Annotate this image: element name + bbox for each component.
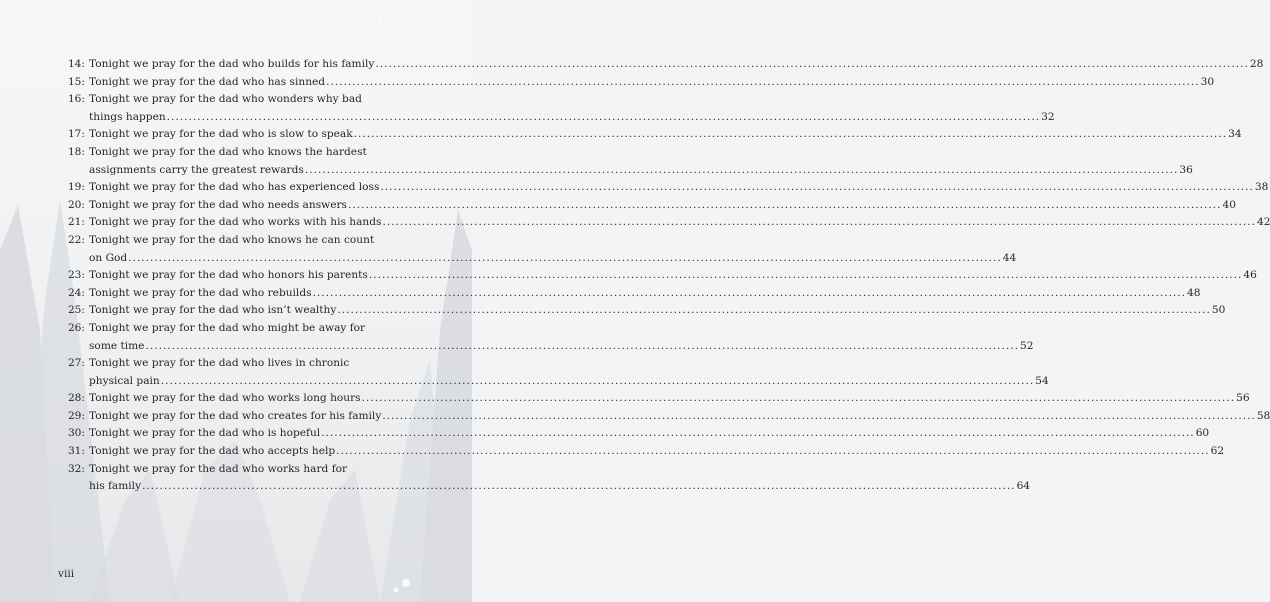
toc-entry-line	[89, 285, 1201, 303]
toc-entry-title: Tonight we pray for the dad who creates for his family	[89, 409, 382, 422]
toc-entry-page: 32	[1041, 110, 1055, 123]
toc-entry-number: 32:	[67, 462, 85, 475]
toc-entry-body	[89, 144, 1193, 179]
toc-entry-line	[89, 126, 1242, 144]
toc-entry-page: 54	[1035, 374, 1049, 387]
toc-entry-number: 21:	[67, 216, 85, 229]
dot-leader: ........................................................................................................................................................................................................	[375, 58, 1249, 70]
toc-entry[interactable]	[58, 179, 1269, 197]
toc-entry-page: 34	[1228, 128, 1242, 141]
toc-entry-line	[89, 250, 1017, 268]
toc-entry-page: 46	[1243, 269, 1257, 282]
toc-entry-body	[89, 126, 1242, 144]
toc-entry-title: things happen	[89, 110, 166, 123]
toc-entry-line	[89, 338, 1034, 356]
toc-entry-body	[89, 214, 1270, 232]
toc-entry-title: Tonight we pray for the dad who accepts help	[89, 445, 336, 458]
toc-entry[interactable]	[58, 267, 1257, 285]
toc-entry-body	[89, 232, 1017, 267]
toc-entry-line	[89, 74, 1215, 92]
toc-entry-title: Tonight we pray for the dad who wonders why bad	[89, 93, 362, 106]
toc-entry[interactable]	[58, 144, 1193, 179]
toc-entry-title: some time	[89, 339, 145, 352]
toc-entry-line	[89, 162, 1193, 180]
dot-leader: ........................................................................................................................................................................................................	[304, 163, 1179, 176]
toc-entry-line	[89, 408, 1270, 426]
toc-entry-body	[89, 390, 1250, 408]
toc-entry-page: 48	[1187, 286, 1201, 299]
toc-entry-body	[89, 267, 1257, 285]
toc-entry-page: 58	[1256, 409, 1270, 422]
toc-entry-body	[89, 74, 1215, 92]
toc-entry-line	[89, 390, 1250, 408]
toc-entry-title: Tonight we pray for the dad who works long hours	[89, 392, 361, 405]
toc-entry-line	[89, 478, 1031, 496]
toc-entry[interactable]	[58, 443, 1225, 461]
toc-entry-title: assignments carry the greatest rewards	[89, 163, 304, 176]
toc-entry-title: Tonight we pray for the dad who has experienced loss	[89, 181, 380, 194]
toc-entry[interactable]	[58, 126, 1242, 144]
toc-entry-page: 42	[1256, 216, 1270, 229]
toc-entry-number: 14:	[67, 58, 85, 70]
toc-entry[interactable]	[58, 461, 1031, 496]
toc-entry-number: 18:	[67, 145, 85, 158]
toc-entry-number: 19:	[67, 181, 85, 194]
dot-leader: ........................................................................................................................................................................................................	[321, 427, 1195, 440]
toc-entry-number: 25:	[67, 304, 85, 317]
dot-leader: ........................................................................................................................................................................................................	[347, 198, 1222, 211]
toc-entry-title: Tonight we pray for the dad who knows the hardest	[89, 145, 367, 158]
toc-entry-number: 26:	[67, 321, 85, 334]
toc-entry-number: 15:	[67, 75, 85, 88]
toc-entry-body	[89, 320, 1034, 355]
toc-entry-page: 60	[1195, 427, 1210, 440]
toc-entry-page: 28	[1249, 58, 1264, 70]
dot-leader: ........................................................................................................................................................................................................	[145, 339, 1019, 352]
toc-entry[interactable]	[58, 425, 1210, 443]
toc-entry-line	[89, 179, 1269, 197]
toc-entry-title: Tonight we pray for the dad who needs answers	[89, 198, 347, 211]
toc-entry-number: 29:	[67, 409, 85, 422]
toc-entry-title: Tonight we pray for the dad who has sinned	[89, 75, 326, 88]
toc-entry-number: 16:	[67, 93, 85, 106]
toc-entry[interactable]	[58, 285, 1201, 303]
toc-entry-number: 17:	[67, 128, 85, 141]
toc-entry[interactable]	[58, 91, 1055, 126]
toc-entry-line	[89, 443, 1225, 461]
toc-entry-body	[89, 355, 1049, 390]
toc-entry-number: 22:	[67, 233, 85, 246]
toc-entry[interactable]	[58, 408, 1270, 426]
dot-leader: ........................................................................................................................................................................................................	[166, 110, 1041, 123]
toc-entry-line	[89, 91, 418, 109]
dot-leader: ........................................................................................................................................................................................................	[337, 304, 1211, 317]
toc-entry-body	[89, 179, 1269, 197]
dot-leader: ........................................................................................................................................................................................................	[326, 75, 1200, 88]
toc-entry-title: Tonight we pray for the dad who works with his hands	[89, 216, 382, 229]
toc-entry-title: Tonight we pray for the dad who isn’t wealthy	[89, 304, 337, 317]
toc-entry-title: Tonight we pray for the dad who is slow to speak	[89, 128, 353, 141]
toc-entry[interactable]	[58, 232, 1017, 267]
toc-entry-body	[89, 461, 1031, 496]
dot-leader: ........................................................................................................................................................................................................	[312, 286, 1187, 299]
toc-entry[interactable]	[58, 56, 1264, 74]
toc-entry-line	[89, 144, 418, 162]
toc-entry-body	[89, 302, 1226, 320]
toc-entry-number: 24:	[67, 286, 85, 299]
toc-entry-body	[89, 425, 1210, 443]
toc-entry[interactable]	[58, 74, 1215, 92]
toc-entry-number: 20:	[67, 198, 85, 211]
toc-entry-line	[89, 355, 418, 373]
toc-entry-body	[89, 197, 1236, 215]
toc-entry-title: Tonight we pray for the dad who works hard for	[89, 462, 348, 475]
toc-entry-page: 38	[1254, 181, 1269, 194]
toc-entry-line	[89, 197, 1236, 215]
toc-entry[interactable]	[58, 302, 1226, 320]
toc-entry-title: Tonight we pray for the dad who builds for his family	[89, 58, 375, 70]
toc-entry-title: Tonight we pray for the dad who rebuilds	[89, 286, 312, 299]
dot-leader: ........................................................................................................................................................................................................	[382, 409, 1256, 422]
dot-leader: ........................................................................................................................................................................................................	[128, 251, 1002, 264]
toc-entry-title: Tonight we pray for the dad who is hopeful	[89, 427, 321, 440]
page-number-folio: viii	[58, 568, 75, 580]
toc-entry-page: 30	[1200, 75, 1215, 88]
toc-entry-number: 31:	[67, 445, 85, 458]
dot-leader: ........................................................................................................................................................................................................	[353, 128, 1228, 141]
toc-entry-line	[89, 267, 1257, 285]
dot-leader: ........................................................................................................................................................................................................	[160, 374, 1035, 387]
dot-leader: ........................................................................................................................................................................................................	[142, 480, 1016, 493]
dot-leader: ........................................................................................................................................................................................................	[368, 269, 1243, 282]
toc-entry-body	[89, 91, 1055, 126]
toc-entry-body	[89, 285, 1201, 303]
toc-entry-line	[89, 56, 1264, 74]
toc-entry-page: 64	[1016, 480, 1031, 493]
toc-entry-page: 36	[1179, 163, 1193, 176]
toc-entry-body	[89, 443, 1225, 461]
toc-entry-body	[89, 56, 1264, 74]
toc-entry-number: 27:	[67, 357, 85, 370]
toc-entry-page: 52	[1019, 339, 1034, 352]
toc-entry-title: physical pain	[89, 374, 160, 387]
toc-entry-page: 40	[1222, 198, 1236, 211]
toc-entry-title: Tonight we pray for the dad who honors his parents	[89, 269, 368, 282]
toc-entry[interactable]	[58, 355, 1049, 390]
toc-entry[interactable]	[58, 197, 1236, 215]
toc-entry-title: on God	[89, 251, 128, 264]
dot-leader: ........................................................................................................................................................................................................	[380, 181, 1254, 194]
toc-entry-line	[89, 232, 418, 250]
toc-entry-title: Tonight we pray for the dad who knows he can count	[89, 233, 375, 246]
dot-leader: ........................................................................................................................................................................................................	[361, 392, 1236, 405]
toc-entry-line	[89, 320, 418, 338]
toc-entry-number: 28:	[67, 392, 85, 405]
toc-entry[interactable]	[58, 320, 1034, 355]
toc-entry-line	[89, 302, 1226, 320]
toc-entry-page: 62	[1210, 445, 1225, 458]
toc-entry-number: 30:	[67, 427, 85, 440]
toc-entry[interactable]	[58, 390, 1250, 408]
toc-entry-page: 44	[1002, 251, 1017, 264]
toc-entry-number: 23:	[67, 269, 85, 282]
toc-entry-line	[89, 214, 1270, 232]
toc-entry-page: 56	[1236, 392, 1250, 405]
toc-entry-body	[89, 408, 1270, 426]
toc-entry-line	[89, 373, 1049, 391]
table-of-contents	[58, 56, 1270, 496]
dot-leader: ........................................................................................................................................................................................................	[336, 445, 1210, 458]
dot-leader: ........................................................................................................................................................................................................	[382, 216, 1256, 229]
toc-entry[interactable]	[58, 214, 1270, 232]
toc-entry-title: his family	[89, 480, 142, 493]
toc-entry-line	[89, 425, 1210, 443]
toc-entry-line	[89, 461, 418, 479]
toc-entry-title: Tonight we pray for the dad who lives in chronic	[89, 357, 350, 370]
toc-entry-title: Tonight we pray for the dad who might be away for	[89, 321, 366, 334]
toc-entry-line	[89, 109, 1055, 127]
toc-entry-page: 50	[1211, 304, 1226, 317]
